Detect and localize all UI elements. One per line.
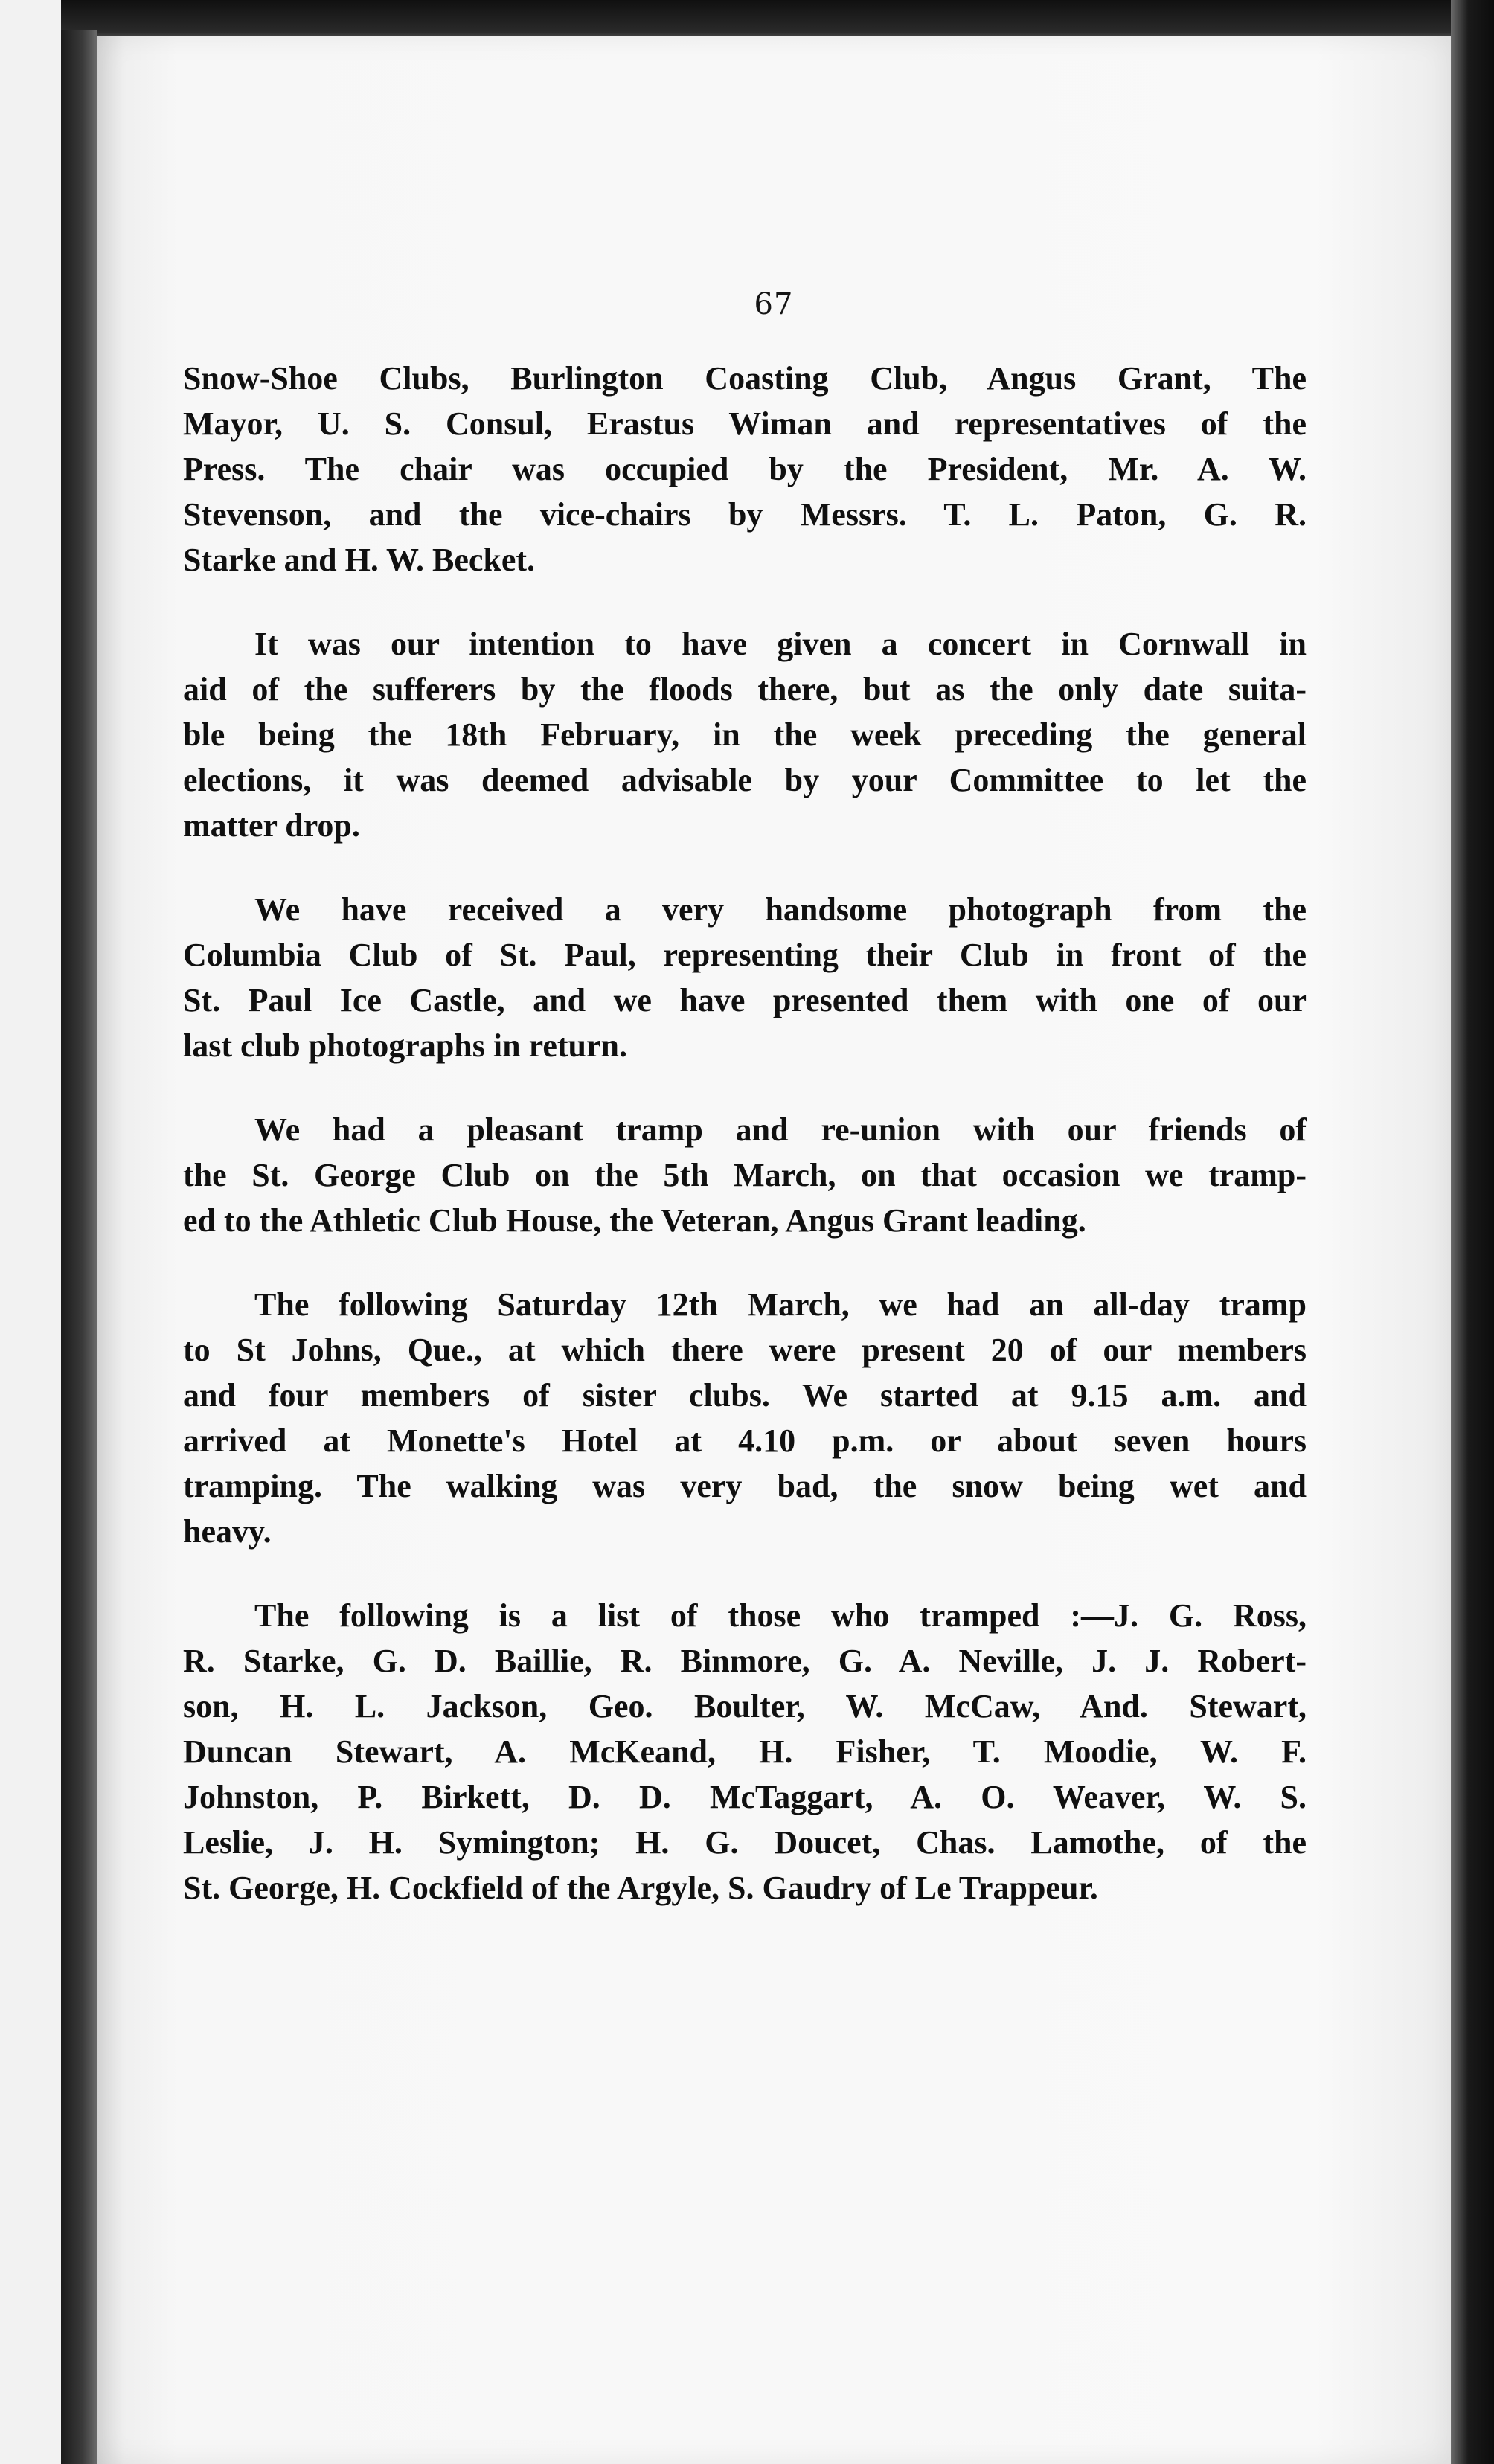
book-binding-edge bbox=[61, 30, 97, 2464]
page-body-text bbox=[183, 356, 1307, 1949]
text-line: Press. The chair was occupied by the President, Mr. A. W. bbox=[183, 451, 1307, 487]
text-line: We had a pleasant tramp and re-union with our friends of bbox=[254, 1111, 1307, 1148]
text-line: matter drop. bbox=[183, 807, 360, 844]
text-line: Starke and H. W. Becket. bbox=[183, 542, 536, 578]
paragraph-cornwall-concert bbox=[183, 621, 1307, 848]
paragraph-photograph bbox=[183, 887, 1307, 1068]
text-line: aid of the sufferers by the floods there, but as the only date suita- bbox=[183, 671, 1307, 708]
text-line: ble being the 18th February, in the week preceding the general bbox=[183, 716, 1307, 753]
text-line: to St Johns, Que., at which there were present 20 of our members bbox=[183, 1332, 1307, 1368]
text-line: The following Saturday 12th March, we had an all-day tramp bbox=[254, 1286, 1307, 1323]
scanner-right-edge bbox=[1451, 0, 1494, 2464]
text-line: We have received a very handsome photograph from the bbox=[254, 891, 1307, 928]
paragraph-st-george-tramp bbox=[183, 1107, 1307, 1243]
text-line: Johnston, P. Birkett, D. D. McTaggart, A. O. Weaver, W. S. bbox=[183, 1779, 1307, 1815]
text-line: St. Paul Ice Castle, and we have presented them with one of our bbox=[183, 982, 1307, 1018]
text-line: Columbia Club of St. Paul, representing their Club in front of the bbox=[183, 937, 1307, 973]
text-line: Duncan Stewart, A. McKeand, H. Fisher, T. Moodie, W. F. bbox=[183, 1733, 1307, 1770]
text-line: St. George, H. Cockfield of the Argyle, S. Gaudry of Le Trappeur. bbox=[183, 1870, 1098, 1906]
text-line: It was our intention to have given a concert in Cornwall in bbox=[254, 626, 1307, 662]
text-line: heavy. bbox=[183, 1513, 272, 1550]
paragraph-tramper-list bbox=[183, 1593, 1307, 1910]
text-line: the St. George Club on the 5th March, on that occasion we tramp- bbox=[183, 1157, 1307, 1193]
text-line: elections, it was deemed advisable by your Committee to let the bbox=[183, 762, 1307, 798]
page-number: 67 bbox=[754, 287, 794, 321]
text-line: and four members of sister clubs. We started at 9.15 a.m. and bbox=[183, 1377, 1307, 1414]
book-page bbox=[97, 36, 1451, 2464]
text-line: Mayor, U. S. Consul, Erastus Wiman and representatives of the bbox=[183, 405, 1307, 442]
scanner-left-margin bbox=[0, 0, 61, 2464]
text-line: tramping. The walking was very bad, the snow being wet and bbox=[183, 1468, 1307, 1504]
text-line: last club photographs in return. bbox=[183, 1027, 627, 1064]
text-line: Leslie, J. H. Symington; H. G. Doucet, Chas. Lamothe, of the bbox=[183, 1824, 1307, 1861]
text-line: The following is a list of those who tramped :—J. G. Ross, bbox=[254, 1597, 1307, 1634]
text-line: ed to the Athletic Club House, the Veteran, Angus Grant leading. bbox=[183, 1202, 1086, 1239]
text-line: Snow-Shoe Clubs, Burlington Coasting Club, Angus Grant, The bbox=[183, 360, 1307, 397]
text-line: arrived at Monette's Hotel at 4.10 p.m. or about seven hours bbox=[183, 1422, 1307, 1459]
paragraph-st-johns-tramp bbox=[183, 1282, 1307, 1554]
paragraph-guests bbox=[183, 356, 1307, 583]
text-line: R. Starke, G. D. Baillie, R. Binmore, G. A. Neville, J. J. Robert- bbox=[183, 1643, 1307, 1679]
text-line: Stevenson, and the vice-chairs by Messrs. T. L. Paton, G. R. bbox=[183, 496, 1307, 533]
text-line: son, H. L. Jackson, Geo. Boulter, W. McCaw, And. Stewart, bbox=[183, 1688, 1307, 1725]
